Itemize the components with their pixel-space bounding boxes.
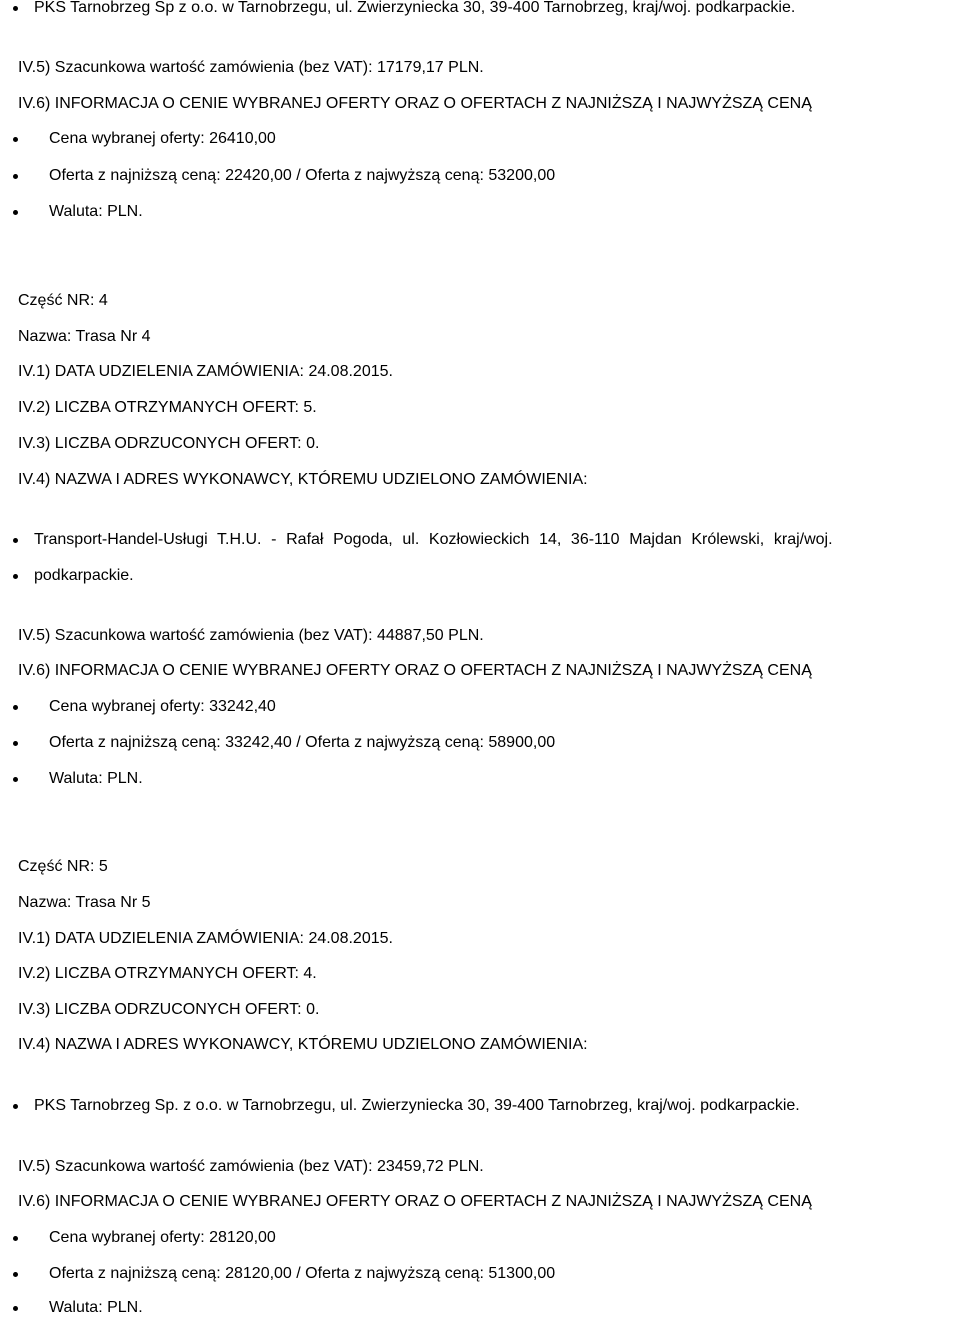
offers-rejected: IV.3) LICZBA ODRZUCONYCH OFERT: 0. [18, 1001, 320, 1018]
contractor-address: PKS Tarnobrzeg Sp z o.o. w Tarnobrzegu, ul. Zwierzyniecka 30, 39-400 Tarnobrzeg, kraj/woj. podkarpackie. [34, 0, 796, 16]
part-number: Część NR: 4 [18, 292, 108, 309]
offers-rejected: IV.3) LICZBA ODRZUCONYCH OFERT: 0. [18, 435, 320, 452]
chosen-price-line: Cena wybranej oferty: 26410,00 [49, 130, 276, 147]
contractor-address: PKS Tarnobrzeg Sp. z o.o. w Tarnobrzegu, ul. Zwierzyniecka 30, 39-400 Tarnobrzeg, kraj/woj. podkarpackie. [34, 1097, 800, 1114]
estimated-value-line: IV.5) Szacunkowa wartość zamówienia (bez VAT): 17179,17 PLN. [18, 59, 484, 76]
lowest-highest-price-line: Oferta z najniższą ceną: 33242,40 / Oferta z najwyższą ceną: 58900,00 [49, 734, 556, 751]
contractor-address: Transport-Handel-Usługi T.H.U. - Rafał Pogoda, ul. Kozłowieckich 14, 36-110 Majdan Królewski, kraj/woj. [34, 531, 833, 548]
price-info-heading: IV.6) INFORMACJA O CENIE WYBRANEJ OFERTY ORAZ O OFERTACH Z NAJNIŻSZĄ I NAJWYŻSZĄ CENĄ [18, 1193, 812, 1210]
award-date: IV.1) DATA UDZIELENIA ZAMÓWIENIA: 24.08.2015. [18, 930, 393, 947]
part-name: Nazwa: Trasa Nr 4 [18, 328, 151, 345]
estimated-value-line: IV.5) Szacunkowa wartość zamówienia (bez VAT): 23459,72 PLN. [18, 1158, 484, 1175]
contractor-heading: IV.4) NAZWA I ADRES WYKONAWCY, KTÓREMU UDZIELONO ZAMÓWIENIA: [18, 471, 588, 488]
price-info-heading: IV.6) INFORMACJA O CENIE WYBRANEJ OFERTY ORAZ O OFERTACH Z NAJNIŻSZĄ I NAJWYŻSZĄ CENĄ [18, 662, 812, 679]
chosen-price-line: Cena wybranej oferty: 28120,00 [49, 1229, 276, 1246]
part-number: Część NR: 5 [18, 858, 108, 875]
contractor-heading: IV.4) NAZWA I ADRES WYKONAWCY, KTÓREMU UDZIELONO ZAMÓWIENIA: [18, 1036, 588, 1053]
contractor-address-cont: podkarpackie. [34, 567, 134, 584]
currency-line: Waluta: PLN. [49, 1299, 143, 1316]
award-date: IV.1) DATA UDZIELENIA ZAMÓWIENIA: 24.08.2015. [18, 363, 393, 380]
lowest-highest-price-line: Oferta z najniższą ceną: 28120,00 / Oferta z najwyższą ceną: 51300,00 [49, 1265, 556, 1282]
lowest-highest-price-line: Oferta z najniższą ceną: 22420,00 / Oferta z najwyższą ceną: 53200,00 [49, 167, 556, 184]
currency-line: Waluta: PLN. [49, 770, 143, 787]
offers-received: IV.2) LICZBA OTRZYMANYCH OFERT: 4. [18, 965, 317, 982]
chosen-price-line: Cena wybranej oferty: 33242,40 [49, 698, 276, 715]
offers-received: IV.2) LICZBA OTRZYMANYCH OFERT: 5. [18, 399, 317, 416]
currency-line: Waluta: PLN. [49, 203, 143, 220]
price-info-heading: IV.6) INFORMACJA O CENIE WYBRANEJ OFERTY ORAZ O OFERTACH Z NAJNIŻSZĄ I NAJWYŻSZĄ CENĄ [18, 95, 812, 112]
part-name: Nazwa: Trasa Nr 5 [18, 894, 151, 911]
estimated-value-line: IV.5) Szacunkowa wartość zamówienia (bez VAT): 44887,50 PLN. [18, 627, 484, 644]
